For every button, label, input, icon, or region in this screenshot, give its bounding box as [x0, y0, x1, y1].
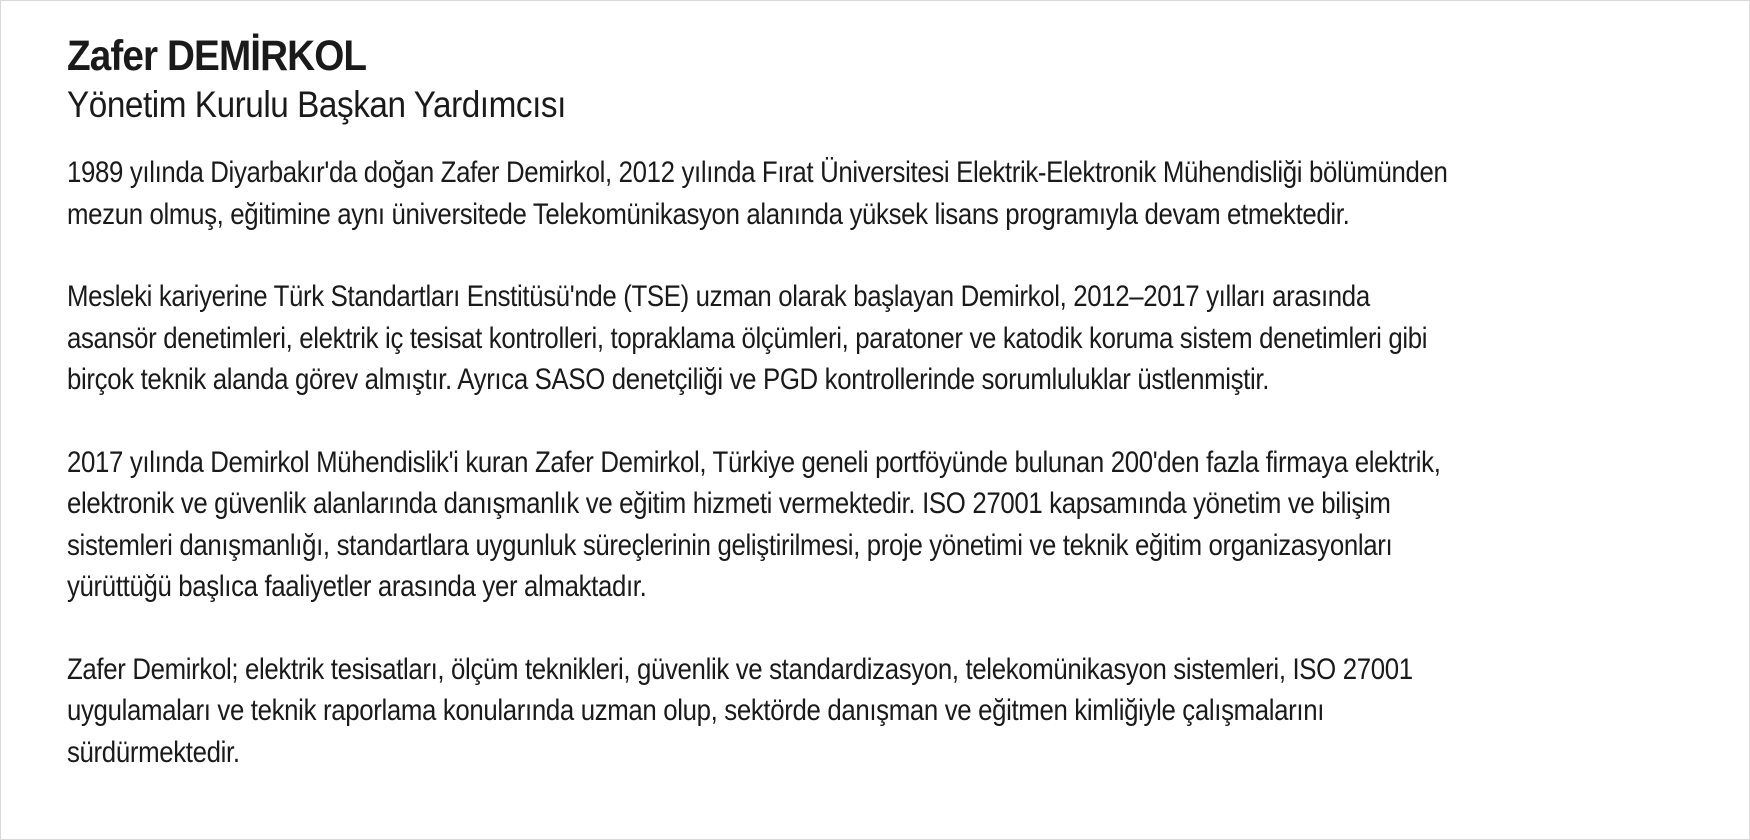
- bio-line: asansör denetimleri, elektrik iç tesisat kontrolleri, topraklama ölçümleri, paratoner ve katodik koruma sistem denetimleri gibi: [67, 321, 1428, 355]
- bio-line: birçok teknik alanda görev almıştır. Ayrıca SASO denetçiliği ve PGD kontrollerinde sorumluluklar üstlenmiştir.: [67, 363, 1270, 396]
- bio-line: sürdürmektedir.: [67, 735, 240, 769]
- biography: [67, 152, 1707, 773]
- bio-line: Zafer Demirkol; elektrik tesisatları, ölçüm teknikleri, güvenlik ve standardizasyon, telekomünikasyon sistemleri, ISO 27001: [67, 652, 1413, 686]
- bio-line: yürüttüğü başlıca faaliyetler arasında yer almaktadır.: [67, 570, 647, 603]
- bio-line: mezun olmuş, eğitimine aynı üniversitede Telekomünikasyon alanında yüksek lisans programıyla devam etmektedir.: [67, 197, 1350, 231]
- bio-line: elektronik ve güvenlik alanlarında danışmanlık ve eğitim hizmeti vermektedir. ISO 27001 kapsamında yönetim ve bilişim: [67, 487, 1391, 520]
- person-name: Zafer DEMİRKOL: [67, 32, 367, 80]
- bio-line: Mesleki kariyerine Türk Standartları Enstitüsü'nde (TSE) uzman olarak başlayan Demirkol, 2012–2017 yılları arasında: [67, 280, 1370, 313]
- bio-paragraph-expertise: [67, 649, 1707, 774]
- bio-paragraph-company: [67, 442, 1707, 608]
- bio-line: 2017 yılında Demirkol Mühendislik'i kuran Zafer Demirkol, Türkiye geneli portföyünde bulunan 200'den fazla firmaya elektrik,: [67, 445, 1441, 479]
- bio-line: uygulamaları ve teknik raporlama konularında uzman olup, sektörde danışman ve eğitmen kimliğiyle çalışmalarını: [67, 694, 1325, 727]
- profile-content: [67, 31, 1707, 814]
- bio-line: sistemleri danışmanlığı, standartlara uygunluk süreçlerinin geliştirilmesi, proje yönetimi ve teknik eğitim organizasyonları: [67, 528, 1393, 562]
- bio-paragraph-career: [67, 276, 1707, 401]
- person-title: Yönetim Kurulu Başkan Yardımcısı: [67, 84, 566, 125]
- bio-paragraph-education: [67, 152, 1707, 235]
- bio-line: 1989 yılında Diyarbakır'da doğan Zafer Demirkol, 2012 yılında Fırat Üniversitesi Elektrik-Elektronik Mühendisliği bölümünden: [67, 156, 1448, 189]
